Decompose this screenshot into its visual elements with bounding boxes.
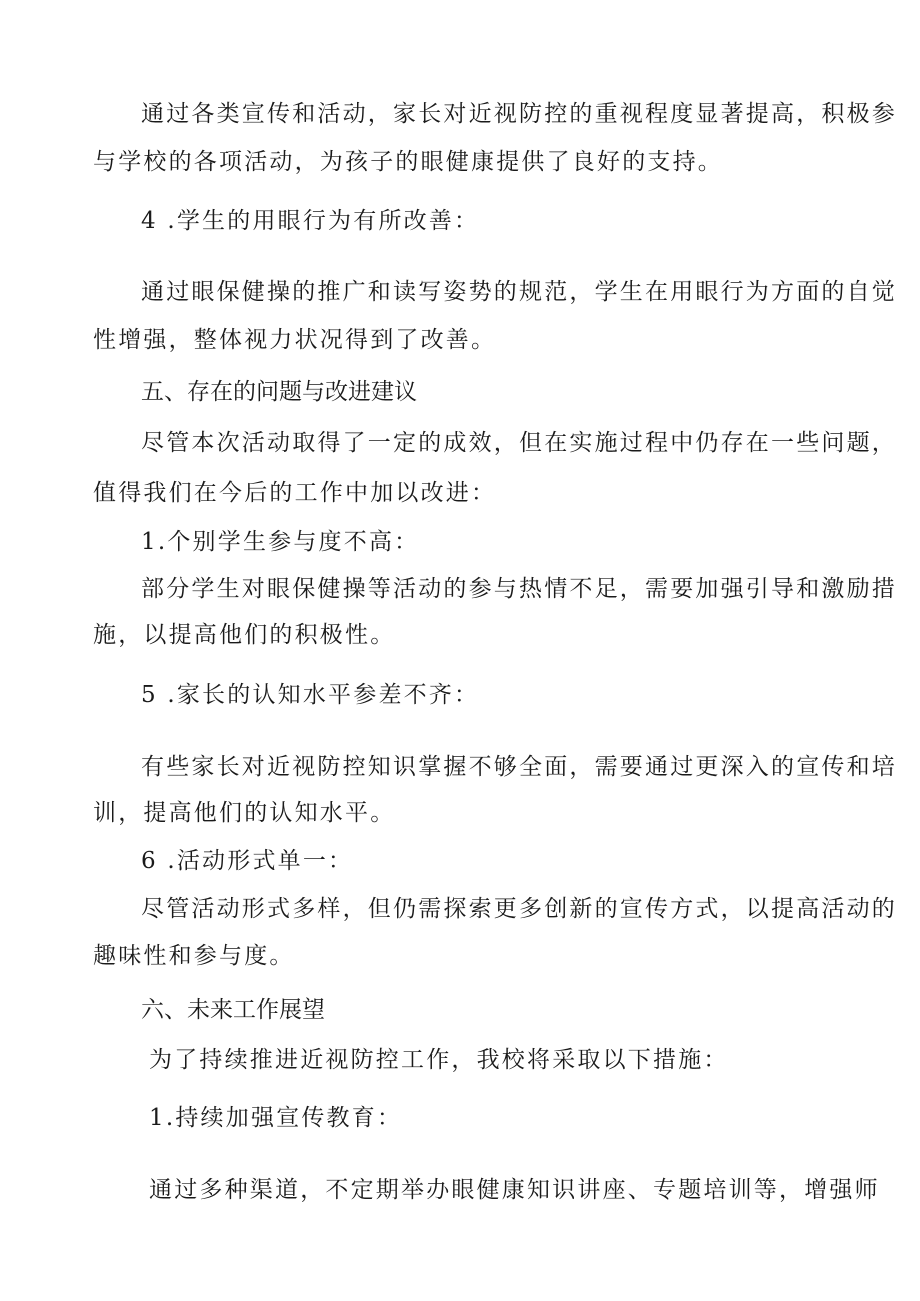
subheading-1: 1.个别学生参与度不高： (141, 529, 420, 555)
paragraph-line: 性增强，整体视力状况得到了改善。 (93, 327, 497, 353)
subheading-1-measures: 1.持续加强宣传教育： (149, 1105, 403, 1131)
paragraph-line: 尽管本次活动取得了一定的成效，但在实施过程中仍存在一些问题， (141, 430, 897, 456)
paragraph-line: 值得我们在今后的工作中加以改进： (93, 480, 497, 506)
section-heading-6: 六、未来工作展望 (141, 997, 325, 1023)
paragraph-line: 与学校的各项活动，为孩子的眼健康提供了良好的支持。 (93, 149, 723, 175)
paragraph-line: 通过各类宣传和活动，家长对近视防控的重视程度显著提高，积极参 (141, 101, 897, 127)
paragraph-line: 趣味性和参与度。 (93, 943, 295, 969)
paragraph-line: 尽管活动形式多样，但仍需探索更多创新的宣传方式，以提高活动的 (141, 896, 897, 922)
paragraph-line: 通过眼保健操的推广和读写姿势的规范，学生在用眼行为方面的自觉 (141, 279, 897, 305)
paragraph-line: 通过多种渠道，不定期举办眼健康知识讲座、专题培训等，增强师 (149, 1177, 880, 1203)
subheading-5: 5 .家长的认知水平参差不齐： (141, 682, 480, 708)
paragraph-line: 为了持续推进近视防控工作，我校将采取以下措施： (149, 1047, 729, 1073)
subheading-6: 6 .活动形式单一： (141, 848, 354, 874)
paragraph-line: 施，以提高他们的积极性。 (93, 622, 396, 648)
paragraph-line: 有些家长对近视防控知识掌握不够全面，需要通过更深入的宣传和培 (141, 754, 897, 780)
paragraph-line: 训，提高他们的认知水平。 (93, 800, 396, 826)
subheading-4: 4 .学生的用眼行为有所改善： (141, 208, 480, 234)
section-heading-5: 五、存在的问题与改进建议 (141, 379, 417, 405)
paragraph-line: 部分学生对眼保健操等活动的参与热情不足，需要加强引导和激励措 (141, 576, 897, 602)
